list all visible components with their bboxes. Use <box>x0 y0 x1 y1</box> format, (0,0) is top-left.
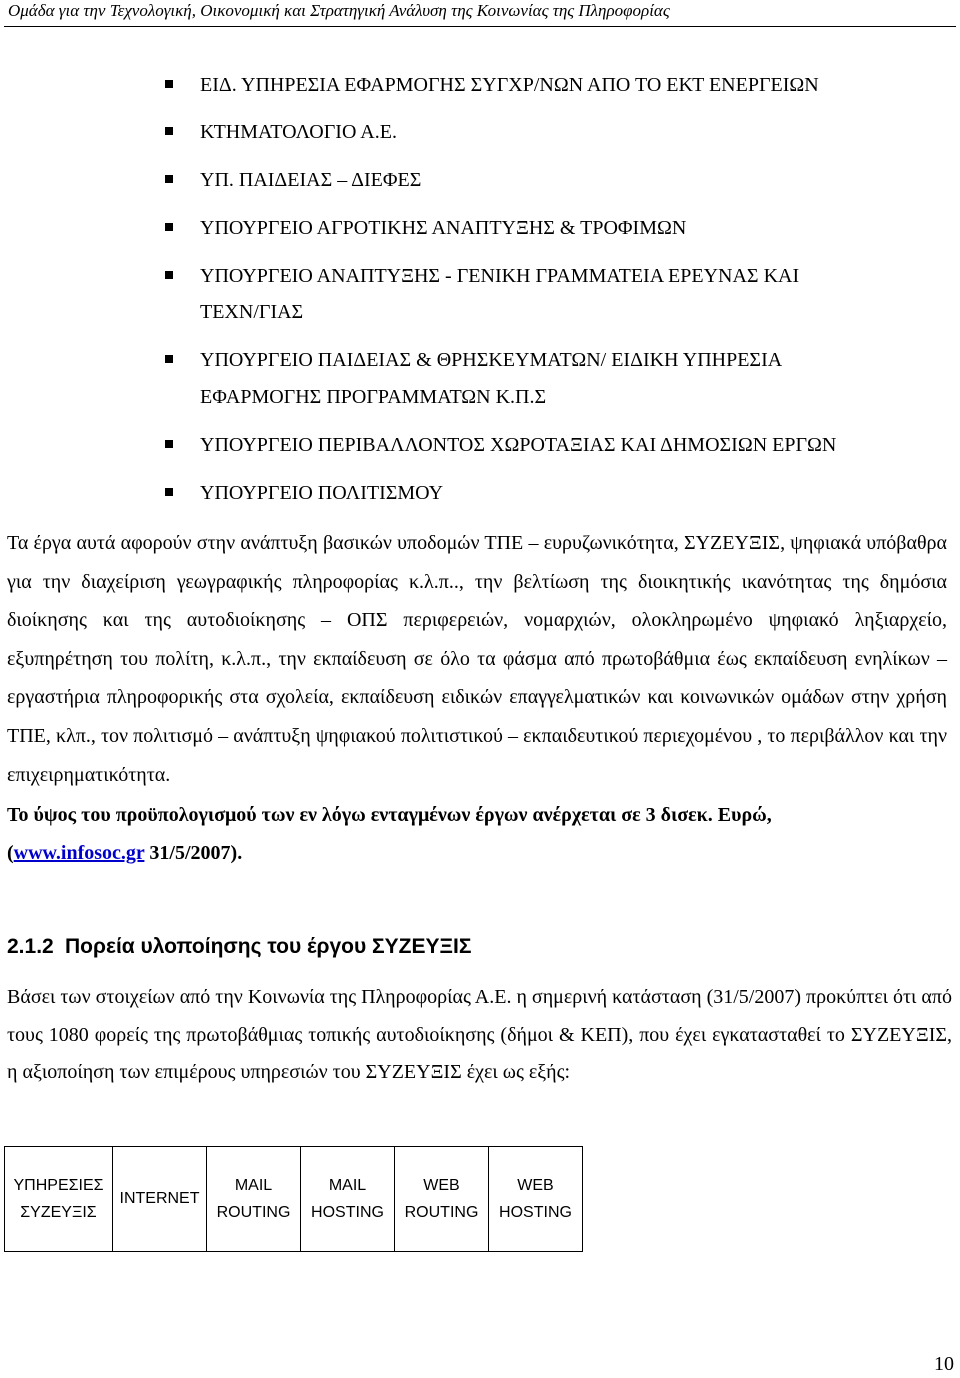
cell-line: HOSTING <box>311 1204 384 1221</box>
list-item-text: ΥΠ. ΠΑΙΔΕΙΑΣ – ΔΙΕΦΕΣ <box>200 169 422 191</box>
list-item-text: ΕΦΑΡΜΟΓΗΣ ΠΡΟΓΡΑΜΜΑΤΩΝ Κ.Π.Σ <box>200 386 547 408</box>
square-bullet-icon <box>165 127 173 135</box>
list-item-text: ΥΠΟΥΡΓΕΙΟ ΠΕΡΙΒΑΛΛΟΝΤΟΣ ΧΩΡΟΤΑΞΙΑΣ ΚΑΙ ΔΗΜΟΣΙΩΝ ΕΡΓΩΝ <box>200 434 837 456</box>
table-header-cell <box>489 1147 583 1252</box>
page-number: 10 <box>934 1353 954 1375</box>
cell-line: MAIL <box>234 1177 273 1194</box>
section-number: 2.1.2 <box>7 935 54 958</box>
cell-line: ROUTING <box>216 1204 291 1221</box>
list-item-text: ΥΠΟΥΡΓΕΙΟ ΑΝΑΠΤΥΞΗΣ - ΓΕΝΙΚΗ ΓΡΑΜΜΑΤΕΙΑ ΕΡΕΥΝΑΣ ΚΑΙ <box>200 265 800 287</box>
table-header-cell <box>395 1147 489 1252</box>
infosoc-link[interactable]: www.infosoc.gr <box>13 842 145 864</box>
table-header-cell <box>207 1147 301 1252</box>
cell-line: WEB <box>517 1177 554 1194</box>
square-bullet-icon <box>165 488 173 496</box>
square-bullet-icon <box>165 271 173 279</box>
table-header-cell <box>301 1147 395 1252</box>
cell-line: ΣΥΖΕΥΞΙΣ <box>20 1204 97 1221</box>
cell-line: ROUTING <box>404 1204 479 1221</box>
square-bullet-icon <box>165 80 173 88</box>
body-paragraph: Τα έργα αυτά αφορούν στην ανάπτυξη βασικών υποδομών ΤΠΕ – ευρυζωνικότητα, ΣΥΖΕΥΞΙΣ, ψηφιακά υπόβαθρα για την διαχείριση γεωγραφικής πληροφορίας κ.λ.π.., την βελτίωση της διοικητικής ικανότητας της δημόσια διοίκησης και της αυτοδιοίκησης – ΟΠΣ περιφερειών, νομαρχιών, ολοκληρωμένο ψηφιακό ληξιαρχείο, εξυπηρέτηση του πολίτη, κ.λ.π., την εκπαίδευση σε όλο τα φάσμα από πρωτοβάθμια έως εκπαίδευση ενηλίκων – εργαστήρια πληροφορικής στα σχολεία, εκπαίδευση ειδικών επαγγελματικών και κοινωνικών ομάδων στην χρήση ΤΠΕ, κλπ., τον πολιτισμό – ανάπτυξη ψηφιακού πολιτιστικού – εκπαιδευτικού περιεχομένου , το περιβάλλον και την επιχειρηματικότητα. <box>7 532 947 786</box>
cell-line: MAIL <box>328 1177 367 1194</box>
section-heading <box>7 930 471 964</box>
header-divider <box>4 26 956 27</box>
square-bullet-icon <box>165 223 173 231</box>
list-item-text: ΥΠΟΥΡΓΕΙΟ ΑΓΡΟΤΙΚΗΣ ΑΝΑΠΤΥΞΗΣ & ΤΡΟΦΙΜΩΝ <box>200 217 687 239</box>
cell-line: WEB <box>423 1177 460 1194</box>
cell-line: INTERNET <box>119 1190 200 1207</box>
table-header-cell <box>113 1147 207 1252</box>
cell-line: ΥΠΗΡΕΣΙΕΣ <box>13 1177 104 1194</box>
square-bullet-icon <box>165 440 173 448</box>
table-header-cell <box>5 1147 113 1252</box>
list-item-text: ΚΤΗΜΑΤΟΛΟΓΙΟ Α.Ε. <box>200 121 397 143</box>
section-title: Πορεία υλοποίησης του έργου ΣΥΖΕΥΞΙΣ <box>65 935 472 958</box>
table-row <box>5 1147 583 1252</box>
budget-date: 31/5/2007). <box>144 842 243 864</box>
budget-open-paren: ( <box>7 842 14 864</box>
body-paragraph-2: Βάσει των στοιχείων από την Κοινωνία της Πληροφορίας Α.Ε. η σημερινή κατάσταση (31/5/2007) προκύπτει ότι από τους 1080 φορείς της πρωτοβάθμιας τοπικής αυτοδιοίκησης (δήμοι & ΚΕΠ), που έχει εγκατασταθεί το ΣΥΖΕΥΞΙΣ, η αξιοποίηση των επιμέρους υπηρεσιών του ΣΥΖΕΥΞΙΣ έχει ως εξής: <box>7 986 952 1083</box>
square-bullet-icon <box>165 175 173 183</box>
cell-line: HOSTING <box>499 1204 572 1221</box>
page-header: Ομάδα για την Τεχνολογική, Οικονομική και Στρατηγική Ανάλυση της Κοινωνίας της Πληροφορίας <box>8 1 670 20</box>
list-item-text: ΥΠΟΥΡΓΕΙΟ ΠΑΙΔΕΙΑΣ & ΘΡΗΣΚΕΥΜΑΤΩΝ/ ΕΙΔΙΚΗ ΥΠΗΡΕΣΙΑ <box>200 349 783 371</box>
list-item-text: ΤΕΧΝ/ΓΙΑΣ <box>200 301 304 323</box>
budget-text: Το ύψος του προϋπολογισμού των εν λόγω ενταγμένων έργων ανέρχεται σε 3 δισεκ. Ευρώ, <box>7 804 772 826</box>
budget-paragraph <box>7 796 947 872</box>
square-bullet-icon <box>165 355 173 363</box>
services-table <box>4 1146 583 1252</box>
list-item-text: ΕΙΔ. ΥΠΗΡΕΣΙΑ ΕΦΑΡΜΟΓΗΣ ΣΥΓΧΡ/ΝΩΝ ΑΠΟ ΤΟ ΕΚΤ ΕΝΕΡΓΕΙΩΝ <box>200 74 819 96</box>
list-item-text: ΥΠΟΥΡΓΕΙΟ ΠΟΛΙΤΙΣΜΟΥ <box>200 482 444 504</box>
